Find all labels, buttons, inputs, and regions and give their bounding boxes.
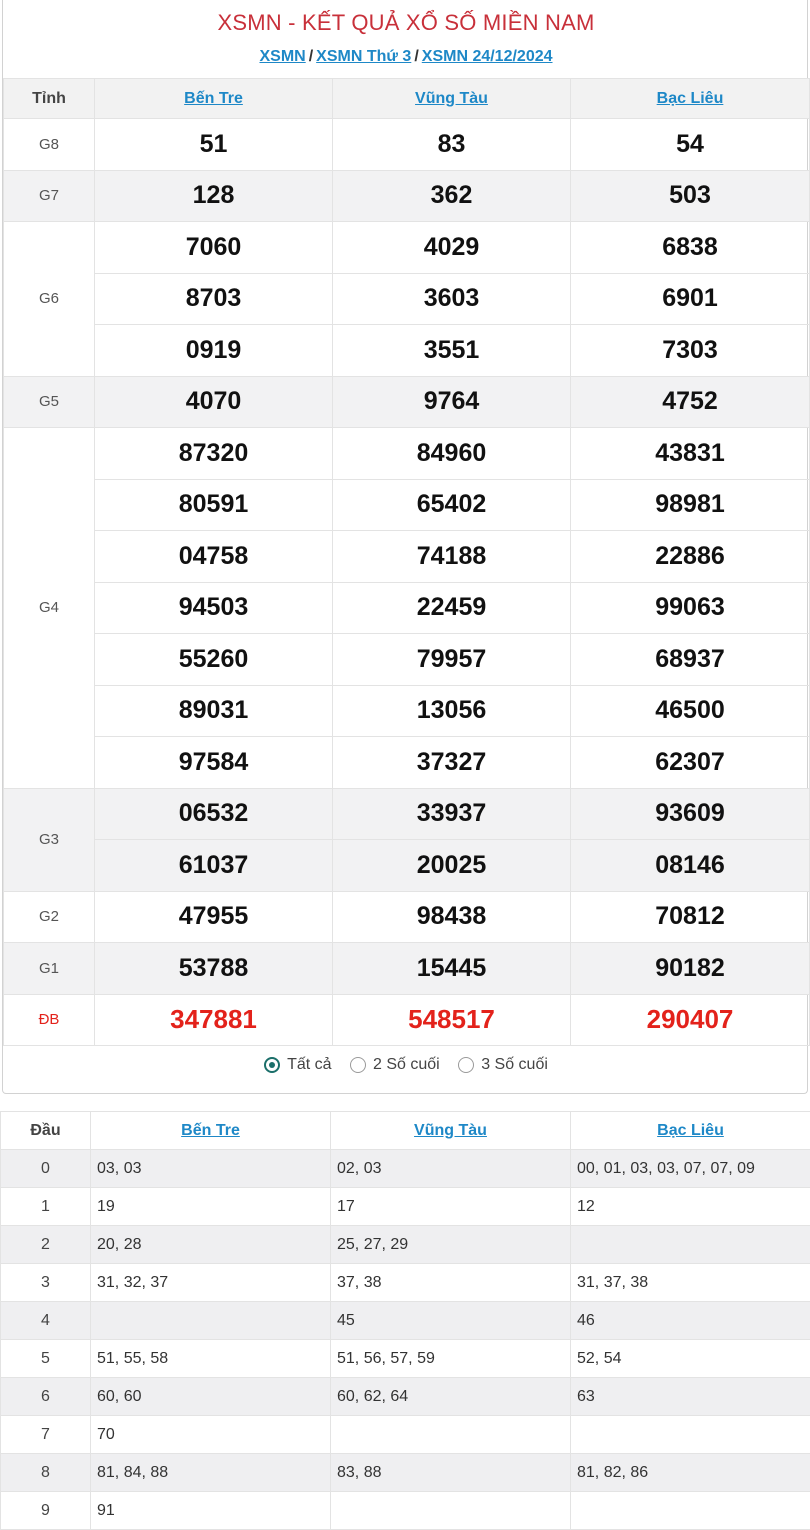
loto-col-vung-tau (331, 1112, 571, 1150)
province-link-ben-tre[interactable]: Bến Tre (184, 89, 243, 107)
loto-row (1, 1378, 810, 1416)
prize-number: 3551 (333, 325, 571, 377)
special-prize-number: 290407 (571, 994, 810, 1046)
prize-number: 99063 (571, 582, 810, 634)
loto-values: 00, 01, 03, 03, 07, 07, 09 (571, 1150, 810, 1188)
prize-row (4, 376, 810, 428)
filter-option-label: 2 Số cuối (373, 1056, 440, 1073)
prize-label: G6 (4, 222, 95, 377)
prize-row (4, 119, 810, 171)
prize-number: 79957 (333, 634, 571, 686)
loto-values: 25, 27, 29 (331, 1226, 571, 1264)
prize-number: 83 (333, 119, 571, 171)
results-header-row (4, 79, 810, 119)
loto-province-link-vung-tau[interactable]: Vũng Tàu (414, 1121, 487, 1139)
prize-number: 4752 (571, 376, 810, 428)
loto-row (1, 1150, 810, 1188)
col-header-dau: Đầu (1, 1112, 91, 1150)
prize-number: 90182 (571, 943, 810, 995)
prize-number: 08146 (571, 840, 810, 892)
loto-row (1, 1492, 810, 1530)
prize-number: 33937 (333, 788, 571, 840)
breadcrumb-separator: / (308, 48, 314, 65)
prize-label: ĐB (4, 994, 95, 1046)
loto-values: 70 (91, 1416, 331, 1454)
prize-label: G1 (4, 943, 95, 995)
loto-col-bac-lieu (571, 1112, 810, 1150)
loto-head-digit: 8 (1, 1454, 91, 1492)
prize-number: 06532 (95, 788, 333, 840)
loto-values (331, 1492, 571, 1530)
prize-number: 6901 (571, 273, 810, 325)
prize-number: 54 (571, 119, 810, 171)
loto-values: 02, 03 (331, 1150, 571, 1188)
loto-head-digit: 4 (1, 1302, 91, 1340)
prize-number: 74188 (333, 531, 571, 583)
loto-values: 83, 88 (331, 1454, 571, 1492)
col-header-vung-tau (333, 79, 571, 119)
prize-row (4, 479, 810, 531)
prize-row (4, 325, 810, 377)
loto-head-digit: 6 (1, 1378, 91, 1416)
loto-province-link-bac-lieu[interactable]: Bạc Liêu (657, 1121, 724, 1139)
prize-number: 22459 (333, 582, 571, 634)
radio-icon[interactable] (458, 1057, 474, 1073)
loto-table (0, 1111, 810, 1530)
prize-row (4, 685, 810, 737)
loto-head-digit: 0 (1, 1150, 91, 1188)
loto-values (331, 1416, 571, 1454)
loto-values: 51, 55, 58 (91, 1340, 331, 1378)
prize-label: G2 (4, 891, 95, 943)
prize-number: 43831 (571, 428, 810, 480)
prize-number: 15445 (333, 943, 571, 995)
prize-number: 84960 (333, 428, 571, 480)
loto-province-link-ben-tre[interactable]: Bến Tre (181, 1121, 240, 1139)
loto-values (571, 1416, 810, 1454)
prize-number: 53788 (95, 943, 333, 995)
loto-row (1, 1454, 810, 1492)
prize-number: 37327 (333, 737, 571, 789)
loto-values: 31, 32, 37 (91, 1264, 331, 1302)
col-header-province: Tỉnh (4, 79, 95, 119)
loto-values (571, 1492, 810, 1530)
prize-number: 51 (95, 119, 333, 171)
loto-row (1, 1226, 810, 1264)
prize-number: 65402 (333, 479, 571, 531)
prize-row (4, 994, 810, 1046)
prize-number: 80591 (95, 479, 333, 531)
prize-row (4, 737, 810, 789)
prize-row (4, 273, 810, 325)
loto-head-digit: 3 (1, 1264, 91, 1302)
loto-values: 45 (331, 1302, 571, 1340)
prize-number: 94503 (95, 582, 333, 634)
page-title: XSMN - KẾT QUẢ XỔ SỐ MIỀN NAM (217, 10, 595, 35)
prize-number: 61037 (95, 840, 333, 892)
prize-number: 13056 (333, 685, 571, 737)
prize-number: 70812 (571, 891, 810, 943)
breadcrumb-xsmn-thu3[interactable]: XSMN Thứ 3 (316, 48, 412, 65)
loto-values: 51, 56, 57, 59 (331, 1340, 571, 1378)
prize-row (4, 428, 810, 480)
prize-row (4, 943, 810, 995)
results-card (2, 0, 808, 1094)
prize-number: 46500 (571, 685, 810, 737)
loto-values: 19 (91, 1188, 331, 1226)
prize-number: 0919 (95, 325, 333, 377)
prize-number: 128 (95, 170, 333, 222)
loto-row (1, 1264, 810, 1302)
loto-values: 91 (91, 1492, 331, 1530)
loto-values: 81, 84, 88 (91, 1454, 331, 1492)
prize-label: G5 (4, 376, 95, 428)
prize-number: 89031 (95, 685, 333, 737)
loto-row (1, 1416, 810, 1454)
special-prize-number: 347881 (95, 994, 333, 1046)
prize-number: 47955 (95, 891, 333, 943)
radio-icon[interactable] (264, 1057, 280, 1073)
prize-number: 68937 (571, 634, 810, 686)
filter-option-last3[interactable] (458, 1056, 548, 1074)
prize-row (4, 840, 810, 892)
prize-number: 8703 (95, 273, 333, 325)
prize-label: G7 (4, 170, 95, 222)
loto-head-digit: 9 (1, 1492, 91, 1530)
loto-row (1, 1340, 810, 1378)
prize-row (4, 634, 810, 686)
loto-row (1, 1302, 810, 1340)
loto-values: 81, 82, 86 (571, 1454, 810, 1492)
prize-number: 97584 (95, 737, 333, 789)
loto-values: 31, 37, 38 (571, 1264, 810, 1302)
prize-number: 87320 (95, 428, 333, 480)
loto-col-ben-tre (91, 1112, 331, 1150)
col-header-bac-lieu (571, 79, 810, 119)
prize-number: 4029 (333, 222, 571, 274)
loto-values (91, 1302, 331, 1340)
loto-head-digit: 2 (1, 1226, 91, 1264)
special-prize-number: 548517 (333, 994, 571, 1046)
breadcrumb-xsmn[interactable]: XSMN (259, 48, 306, 65)
prize-number: 04758 (95, 531, 333, 583)
loto-values: 03, 03 (91, 1150, 331, 1188)
loto-values: 46 (571, 1302, 810, 1340)
filter-option-all[interactable] (264, 1056, 331, 1074)
prize-row (4, 222, 810, 274)
loto-values: 52, 54 (571, 1340, 810, 1378)
prize-number: 3603 (333, 273, 571, 325)
loto-row (1, 1188, 810, 1226)
radio-icon[interactable] (350, 1057, 366, 1073)
loto-head-digit: 7 (1, 1416, 91, 1454)
results-table (3, 78, 810, 1046)
prize-row (4, 582, 810, 634)
province-link-vung-tau[interactable]: Vũng Tàu (415, 89, 488, 107)
prize-label: G8 (4, 119, 95, 171)
loto-values: 60, 60 (91, 1378, 331, 1416)
breadcrumb (3, 48, 809, 66)
prize-number: 22886 (571, 531, 810, 583)
digit-filter (3, 1056, 809, 1078)
prize-number: 93609 (571, 788, 810, 840)
filter-option-last2[interactable] (350, 1056, 440, 1074)
loto-values: 37, 38 (331, 1264, 571, 1302)
breadcrumb-xsmn-date[interactable]: XSMN 24/12/2024 (421, 48, 553, 65)
loto-values: 60, 62, 64 (331, 1378, 571, 1416)
prize-number: 55260 (95, 634, 333, 686)
prize-number: 9764 (333, 376, 571, 428)
breadcrumb-separator: / (414, 48, 419, 65)
loto-values (571, 1226, 810, 1264)
prize-row (4, 788, 810, 840)
prize-number: 7303 (571, 325, 810, 377)
prize-number: 62307 (571, 737, 810, 789)
prize-number: 20025 (333, 840, 571, 892)
prize-label: G4 (4, 428, 95, 789)
prize-number: 6838 (571, 222, 810, 274)
prize-number: 98438 (333, 891, 571, 943)
prize-number: 503 (571, 170, 810, 222)
loto-values: 12 (571, 1188, 810, 1226)
filter-option-label: 3 Số cuối (481, 1056, 548, 1073)
loto-values: 17 (331, 1188, 571, 1226)
prize-row (4, 531, 810, 583)
prize-number: 98981 (571, 479, 810, 531)
prize-number: 362 (333, 170, 571, 222)
col-header-ben-tre (95, 79, 333, 119)
prize-number: 7060 (95, 222, 333, 274)
province-link-bac-lieu[interactable]: Bạc Liêu (656, 89, 724, 107)
loto-values: 63 (571, 1378, 810, 1416)
loto-head-digit: 5 (1, 1340, 91, 1378)
filter-option-label: Tất cả (287, 1056, 332, 1073)
loto-values: 20, 28 (91, 1226, 331, 1264)
prize-row (4, 891, 810, 943)
loto-head-digit: 1 (1, 1188, 91, 1226)
prize-number: 4070 (95, 376, 333, 428)
loto-header-row (1, 1112, 810, 1150)
prize-label: G3 (4, 788, 95, 891)
prize-row (4, 170, 810, 222)
